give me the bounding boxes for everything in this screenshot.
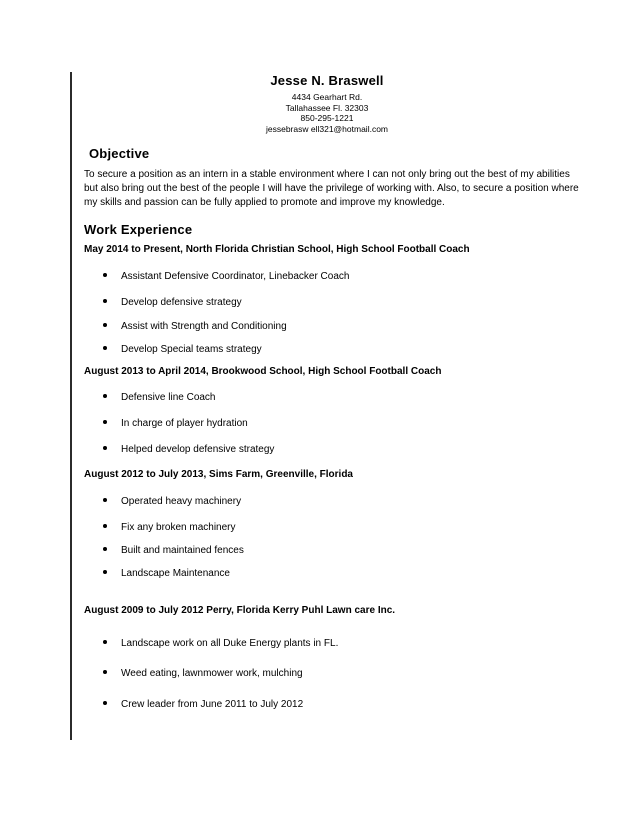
- list-item-text: Crew leader from June 2011 to July 2012: [121, 699, 304, 710]
- address-line-2: Tallahassee Fl. 32303: [285, 102, 369, 113]
- list-item-text: Built and maintained fences: [121, 545, 244, 556]
- list-item: [103, 444, 274, 455]
- bullet-icon: [103, 701, 107, 705]
- list-item: [103, 545, 244, 556]
- list-item-text: Defensive line Coach: [121, 392, 216, 403]
- list-item: [103, 344, 262, 355]
- bullet-icon: [103, 524, 107, 528]
- list-item: [103, 271, 349, 282]
- objective-line-2: but also bring out the best of the people I will have the privilege of working with. Also, to secure a position where: [84, 183, 579, 194]
- applicant-name: Jesse N. Braswell: [270, 73, 384, 88]
- list-item: [103, 522, 236, 533]
- work-experience-heading: Work Experience: [84, 222, 193, 237]
- list-item-text: Develop defensive strategy: [121, 297, 242, 308]
- objective-line-1: To secure a position as an intern in a stable environment where I can not only bring out the best of my abilities: [84, 169, 570, 180]
- left-margin-rule: [70, 72, 72, 740]
- list-item: [103, 321, 287, 332]
- list-item: [103, 496, 241, 507]
- list-item: [103, 392, 216, 403]
- list-item-text: Assistant Defensive Coordinator, Linebacker Coach: [121, 271, 350, 282]
- list-item-text: Helped develop defensive strategy: [121, 444, 275, 455]
- bullet-icon: [103, 273, 107, 277]
- resume-header: [0, 73, 638, 134]
- job-heading-4: August 2009 to July 2012 Perry, Florida Kerry Puhl Lawn care Inc.: [84, 605, 396, 616]
- list-item-text: Assist with Strength and Conditioning: [121, 321, 287, 332]
- list-item: [103, 699, 303, 710]
- list-item: [103, 668, 303, 679]
- objective-text: [84, 168, 584, 210]
- address-line-1: 4434 Gearhart Rd.: [291, 92, 363, 102]
- bullet-icon: [103, 323, 107, 327]
- list-item: [103, 418, 248, 429]
- list-item: [103, 297, 242, 308]
- job-heading-2: August 2013 to April 2014, Brookwood School, High School Football Coach: [84, 366, 442, 377]
- email-address: jessebrasw ell321@hotmail.com: [265, 123, 388, 134]
- objective-line-3: my skills and passion can be fully applied to promote and improve my knowledge.: [84, 197, 445, 208]
- list-item: [103, 568, 230, 579]
- list-item-text: Weed eating, lawnmower work, mulching: [121, 668, 303, 679]
- phone-number: 850-295-1221: [300, 113, 354, 123]
- job-heading-3: August 2012 to July 2013, Sims Farm, Greenville, Florida: [84, 469, 353, 480]
- list-item-text: Fix any broken machinery: [121, 522, 236, 533]
- contact-block: [8, 92, 638, 134]
- list-item-text: Operated heavy machinery: [121, 496, 242, 507]
- bullet-icon: [103, 394, 107, 398]
- list-item-text: Landscape Maintenance: [121, 568, 230, 579]
- bullet-icon: [103, 446, 107, 450]
- list-item-text: In charge of player hydration: [121, 418, 248, 429]
- bullet-icon: [103, 498, 107, 502]
- list-item: [103, 638, 338, 649]
- bullet-icon: [103, 670, 107, 674]
- bullet-icon: [103, 299, 107, 303]
- job-heading-1: May 2014 to Present, North Florida Christian School, High School Football Coach: [84, 244, 470, 255]
- bullet-icon: [103, 570, 107, 574]
- bullet-icon: [103, 547, 107, 551]
- bullet-icon: [103, 420, 107, 424]
- objective-heading: Objective: [89, 146, 150, 161]
- list-item-text: Landscape work on all Duke Energy plants in FL.: [121, 638, 339, 649]
- bullet-icon: [103, 346, 107, 350]
- list-item-text: Develop Special teams strategy: [121, 344, 262, 355]
- bullet-icon: [103, 640, 107, 644]
